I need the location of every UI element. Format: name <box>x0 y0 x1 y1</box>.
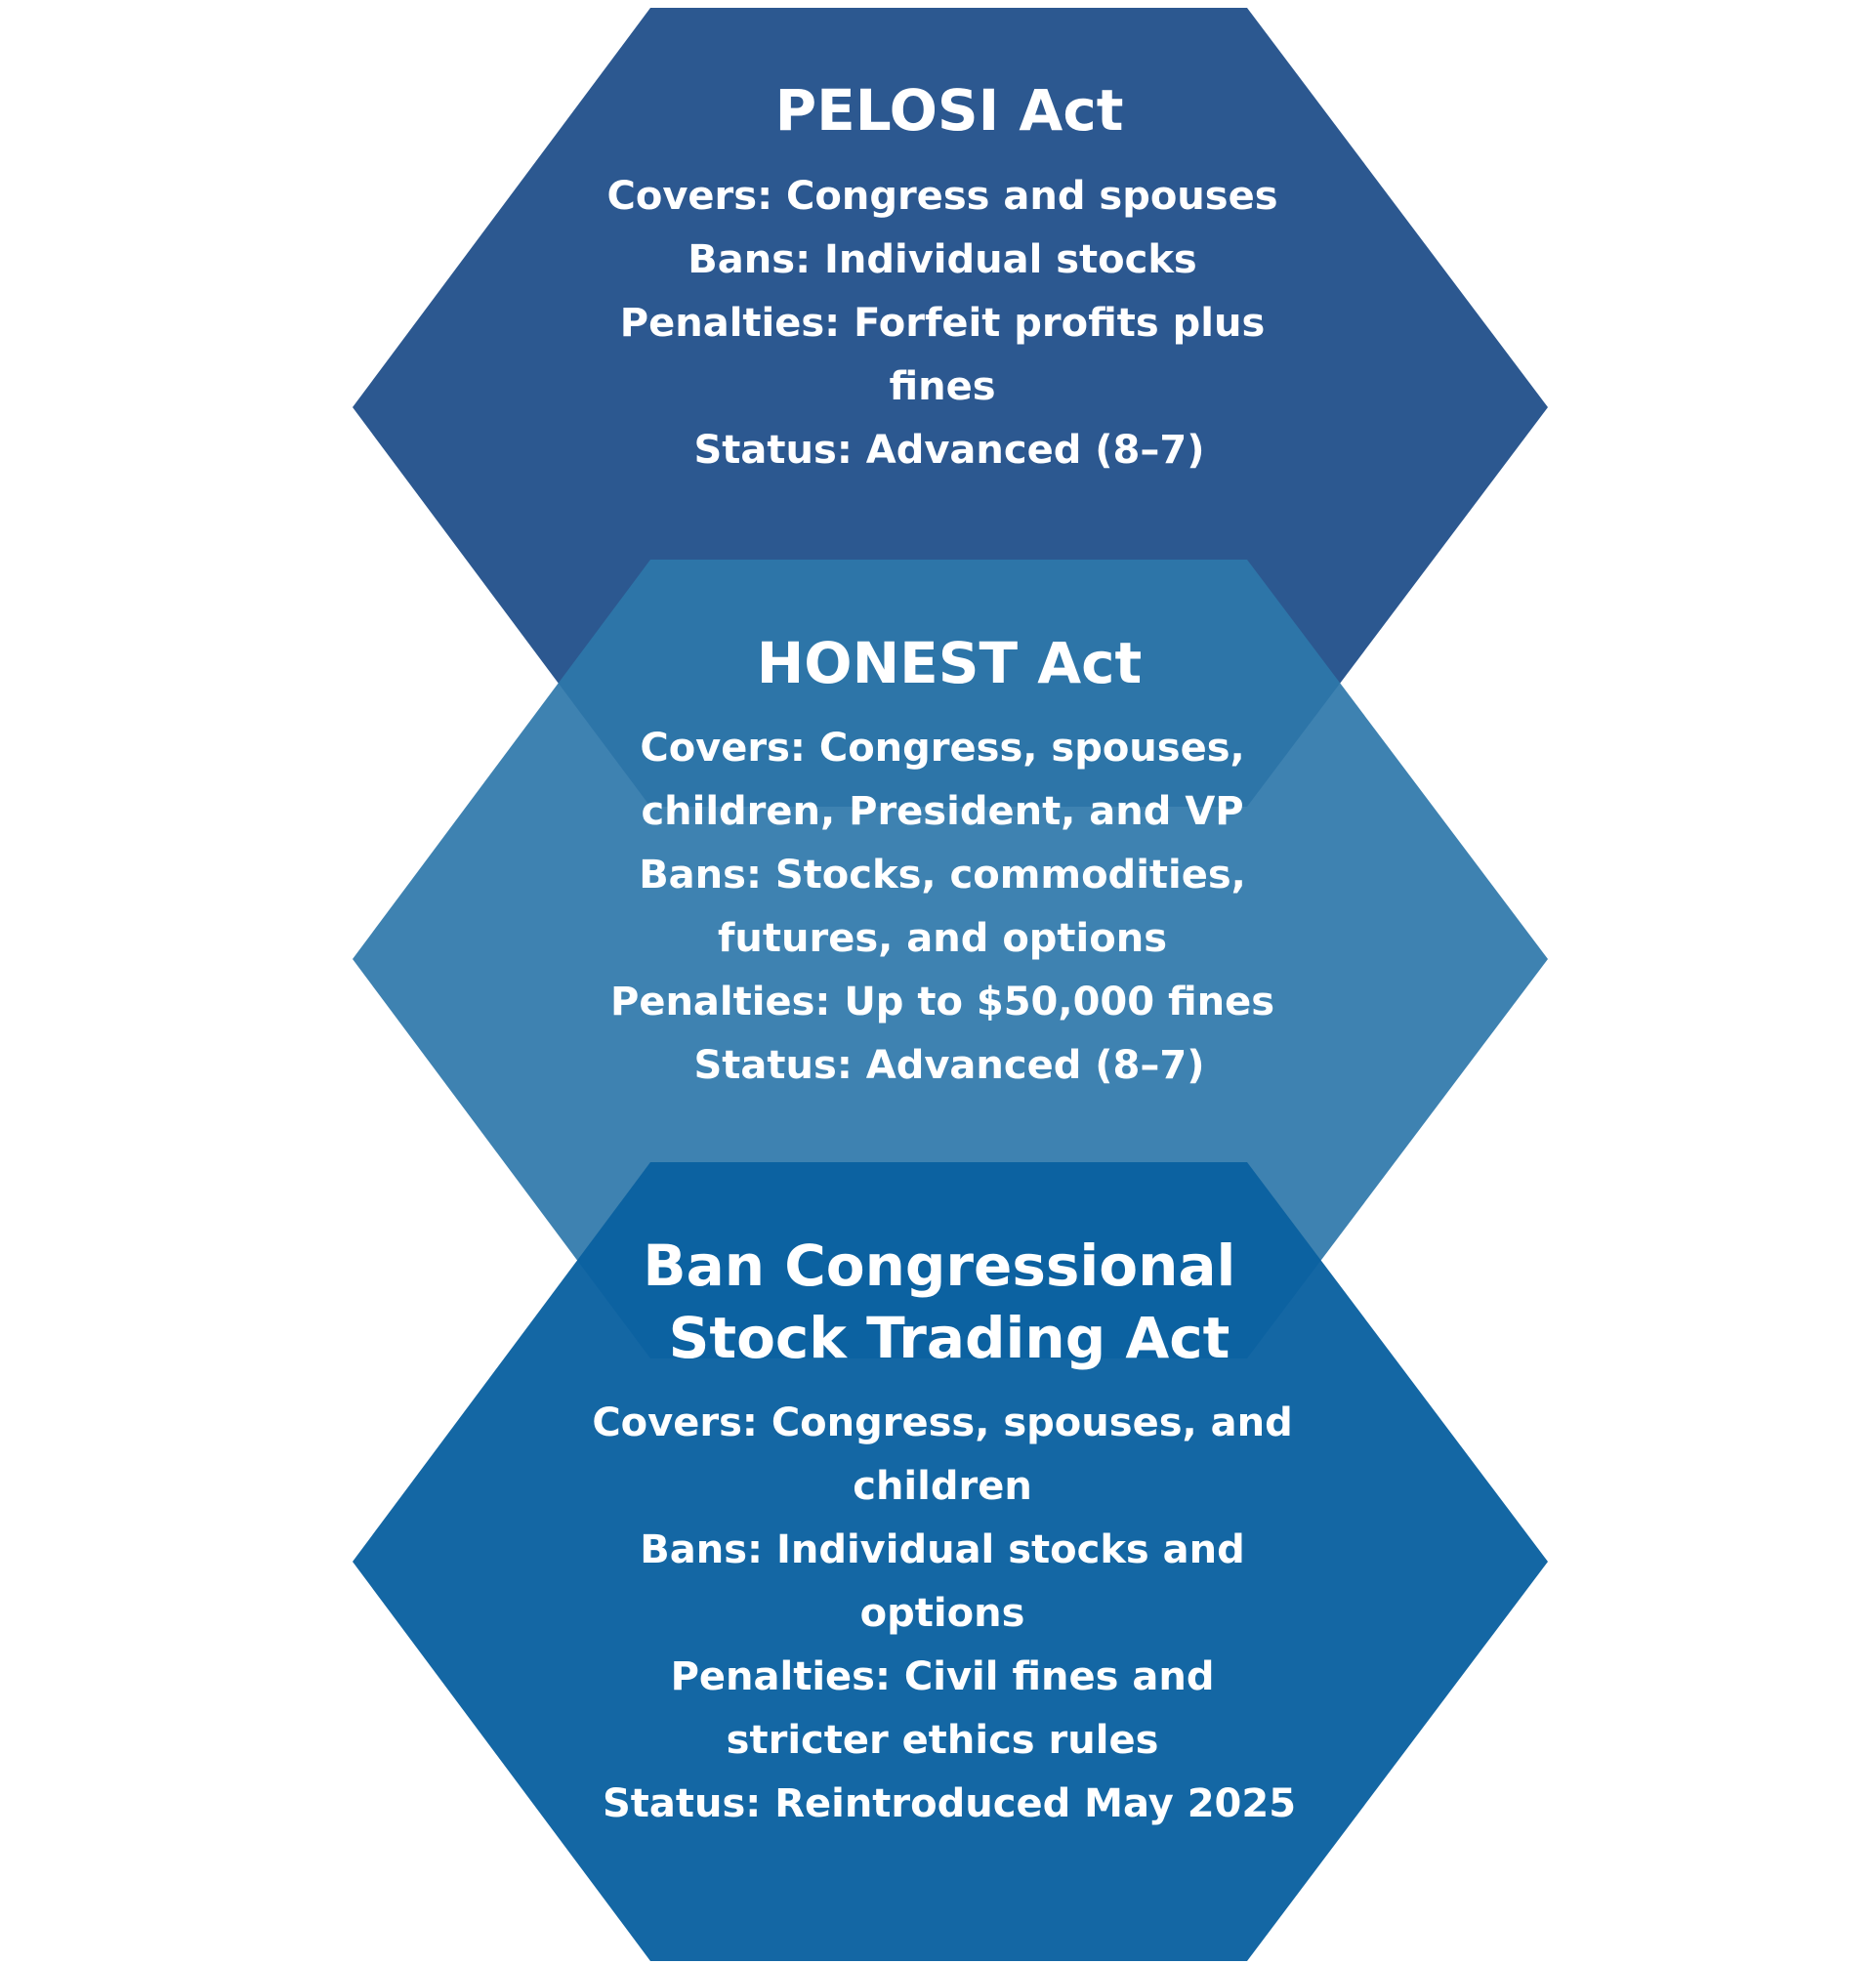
hexagon-details: Covers: Congress, spouses, and children Bans: Individual stocks and options Penalties: Civil fines and stricter ethics rules Status: Reintroduced May 2025 <box>592 1400 1297 1826</box>
hexagon-title: PELOSI Act <box>774 77 1124 144</box>
hexagon-title: HONEST Act <box>756 630 1143 696</box>
hexagon-title: Ban Congressional Stock Trading Act <box>643 1233 1236 1371</box>
hexagon-details: Covers: Congress, spouses, children, President, and VP Bans: Stocks, commodities, futures, and options Penalties: Up to $50,000 fines Status: Advanced (8–7) <box>610 726 1275 1088</box>
hexagon-details: Covers: Congress and spouses Bans: Individual stocks Penalties: Forfeit profits plus fines Status: Advanced (8–7) <box>606 174 1278 473</box>
hexagon-ban-congressional-stock-trading-act <box>353 1162 1548 1961</box>
